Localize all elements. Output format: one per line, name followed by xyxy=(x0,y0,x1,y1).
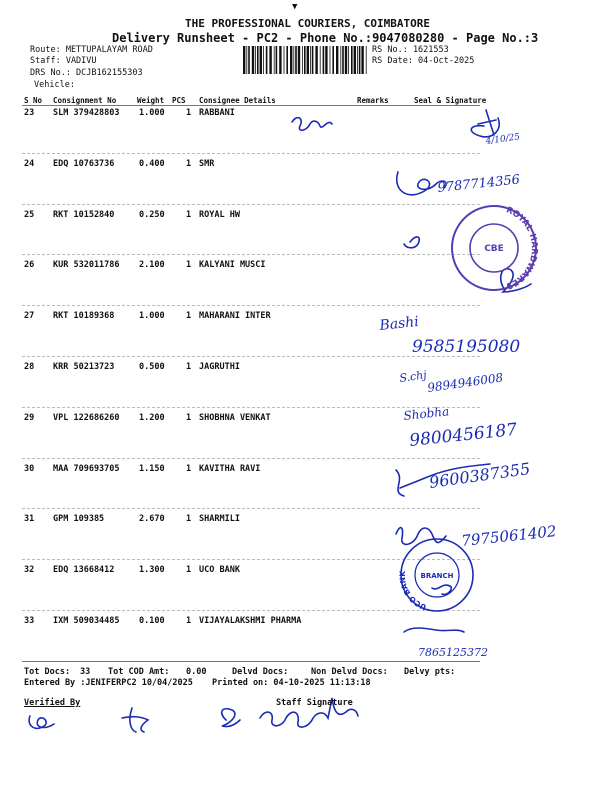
rs-no-text: RS No.: 1621553 xyxy=(372,45,449,55)
row-sno: 33 xyxy=(24,616,35,626)
row-consignment: IXM 509034485 xyxy=(53,616,120,626)
hw-r23-date: 4/10/25 xyxy=(485,132,521,147)
row-sno: 30 xyxy=(24,463,35,474)
col-remarks: Remarks xyxy=(357,96,389,105)
uco-stamp-ring-text: UCO BANK xyxy=(397,570,428,612)
verified-by: Verified By xyxy=(24,698,81,708)
row-sno: 29 xyxy=(24,412,35,423)
row-pcs: 1 xyxy=(186,260,192,271)
row-consignee: MAHARANI INTER xyxy=(199,311,271,322)
col-weight: Weight xyxy=(137,96,165,105)
hw-r28-phone: 9894946008 xyxy=(426,370,505,395)
col-consignee: Consignee Details xyxy=(199,96,276,105)
col-consignment: Consignment No xyxy=(53,96,117,105)
svg-text:ROYAL HARDWARES xyxy=(505,205,540,290)
col-sno: S No xyxy=(24,96,43,105)
route-text: Route: METTUPALAYAM ROAD xyxy=(30,45,153,55)
row-weight: 2.670 xyxy=(139,514,165,525)
row-pcs: 1 xyxy=(186,362,192,372)
runsheet-title: Delivery Runsheet - PC2 - Phone No.:9047080280 - Page No.:3 xyxy=(112,31,539,45)
row-consignee: JAGRUTHI xyxy=(199,362,240,372)
row-weight: 0.250 xyxy=(139,209,165,220)
non-delvd-docs: Non Delvd Docs: xyxy=(311,667,388,677)
royal-stamp-ring-text: ROYAL HARDWARES xyxy=(504,205,540,291)
row-pcs: 1 xyxy=(186,616,192,626)
row-consignment: EDQ 10763736 xyxy=(53,158,115,169)
vehicle-text: Vehicle: xyxy=(34,80,75,90)
company-name: THE PROFESSIONAL COURIERS, COIMBATORE xyxy=(185,17,431,30)
rs-date-text: RS Date: 04-Oct-2025 xyxy=(372,56,475,66)
col-pcs: PCS xyxy=(172,96,186,105)
row-pcs: 1 xyxy=(186,311,192,322)
row-pcs: 1 xyxy=(186,108,192,118)
delvd-docs: Delvd Docs: xyxy=(232,667,289,677)
col-seal: Seal & Signature xyxy=(414,96,487,105)
row-consignee: VIJAYALAKSHMI PHARMA xyxy=(199,616,302,626)
row-weight: 1.000 xyxy=(139,311,165,322)
row-consignment: VPL 122686260 xyxy=(53,412,120,423)
row-consignee: RABBANI xyxy=(199,108,235,118)
row-sno: 26 xyxy=(24,260,35,271)
row-weight: 0.500 xyxy=(139,362,165,372)
tot-docs-label: Tot Docs: xyxy=(24,667,71,677)
row-consignment: KRR 50213723 xyxy=(53,362,115,372)
row-consignment: EDQ 13668412 xyxy=(53,565,115,576)
footer-rule xyxy=(22,661,480,662)
row-consignment: GPM 109385 xyxy=(53,514,105,525)
row-sno: 27 xyxy=(24,311,35,322)
row-consignment: RKT 10152840 xyxy=(53,209,115,220)
hw-r29-phone: 9800456187 xyxy=(408,419,519,451)
row-weight: 0.100 xyxy=(139,616,165,626)
uco-stamp-center: BRANCH xyxy=(420,572,454,580)
row-pcs: 1 xyxy=(186,565,192,576)
entered-by: Entered By :JENIFERPC2 10/04/2025 xyxy=(24,678,193,688)
top-mark: ▼ xyxy=(292,2,298,12)
hw-r30-phone: 9600387355 xyxy=(427,458,532,492)
royal-stamp xyxy=(452,205,539,290)
row-weight: 1.200 xyxy=(139,412,165,423)
row-sno: 32 xyxy=(24,565,35,576)
row-sno: 24 xyxy=(24,158,35,169)
staff-signature-label: Staff Signature xyxy=(276,698,353,708)
staff-text: Staff: VADIVU xyxy=(30,56,97,66)
row-consignee: ROYAL HW xyxy=(199,209,240,220)
row-consignment: SLM 379428803 xyxy=(53,108,120,118)
row-pcs: 1 xyxy=(186,463,192,474)
drs-no-text: DRS No.: DCJB162155303 xyxy=(30,68,143,78)
hw-r28-name: S.chj xyxy=(398,368,428,385)
row-pcs: 1 xyxy=(186,514,192,525)
hw-r29-name: Shobha xyxy=(402,404,450,423)
row-weight: 1.300 xyxy=(139,565,165,576)
row-sno: 23 xyxy=(24,108,35,118)
row-pcs: 1 xyxy=(186,412,192,423)
row-weight: 0.400 xyxy=(139,158,165,169)
hw-r24-phone: 9787714356 xyxy=(436,172,521,196)
row-consignee: UCO BANK xyxy=(199,565,240,576)
tot-cod-value: 0.00 xyxy=(186,667,207,677)
tot-cod-label: Tot COD Amt: xyxy=(108,667,170,677)
row-pcs: 1 xyxy=(186,209,192,220)
row-weight: 2.100 xyxy=(139,260,165,271)
row-consignee: SHARMILI xyxy=(199,514,240,525)
row-consignee: KALYANI MUSCI xyxy=(199,260,266,271)
row-consignee: SHOBHNA VENKAT xyxy=(199,412,271,423)
row-consignee: KAVITHA RAVI xyxy=(199,463,261,474)
printed-on: Printed on: 04-10-2025 11:13:18 xyxy=(212,678,371,688)
row-sno: 31 xyxy=(24,514,35,525)
hw-r31-phone: 7975061402 xyxy=(460,522,558,550)
row-consignment: MAA 709693705 xyxy=(53,463,120,474)
delvy-pts: Delvy pts: xyxy=(404,667,456,677)
row-weight: 1.000 xyxy=(139,108,165,118)
row-sno: 25 xyxy=(24,209,35,220)
hw-r27-phone: 9585195080 xyxy=(412,337,521,357)
row-consignee: SMR xyxy=(199,158,215,169)
row-consignment: KUR 532011786 xyxy=(53,260,120,271)
row-weight: 1.150 xyxy=(139,463,165,474)
hw-r27-name: Bashi xyxy=(378,313,420,334)
row-consignment: RKT 10189368 xyxy=(53,311,115,322)
row-pcs: 1 xyxy=(186,158,192,169)
royal-stamp-center: CBE xyxy=(484,244,504,254)
hw-r33-phone: 7865125372 xyxy=(418,646,488,659)
row-sno: 28 xyxy=(24,362,35,372)
tot-docs-value: 33 xyxy=(80,667,91,677)
